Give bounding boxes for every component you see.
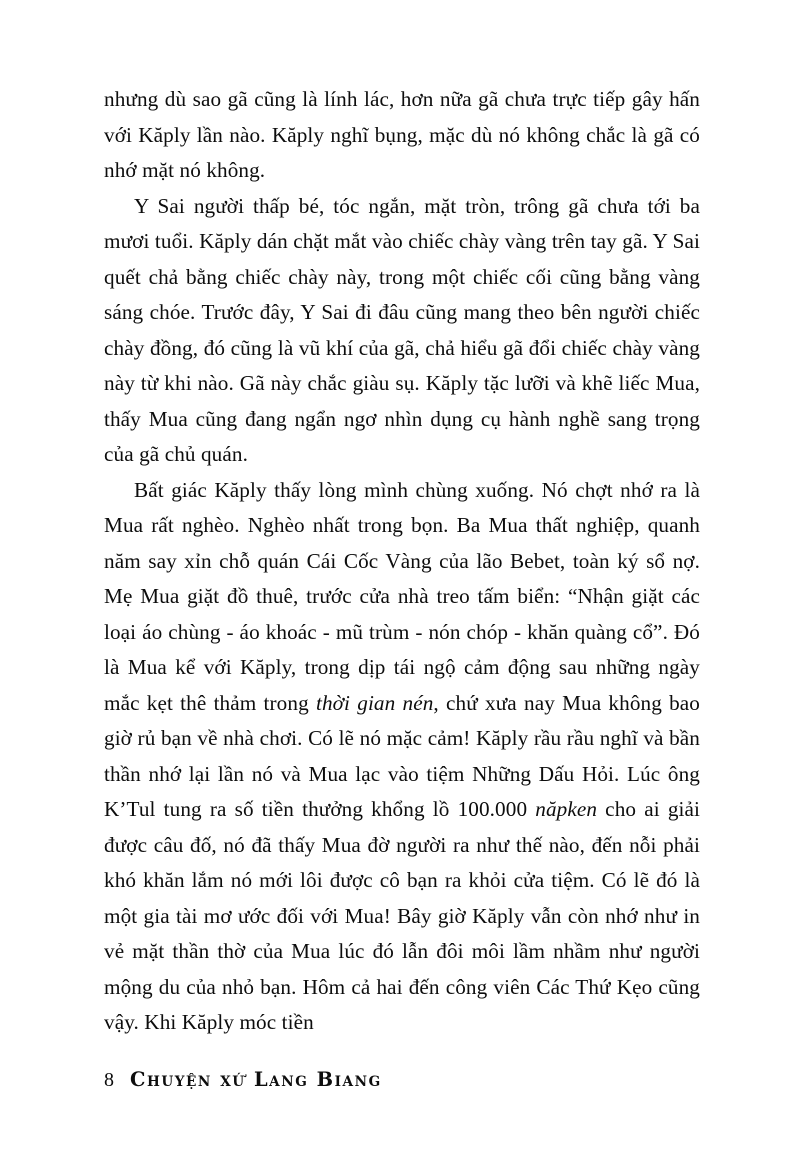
page-footer (104, 1067, 700, 1092)
paragraph: Y Sai người thấp bé, tóc ngắn, mặt tròn, trông gã chưa tới ba mươi tuổi. Kăply dán chặt mắt vào chiếc chày vàng trên tay gã. Y Sai quết chả bằng chiếc chày này, trong một chiếc cối cũng bằng vàng sáng chóe. Trước đây, Y Sai đi đâu cũng mang theo bên người chiếc chày đồng, đó cũng là vũ khí của gã, chả hiểu gã đổi chiếc chày vàng này từ khi nào. Gã này chắc giàu sụ. Kăply tặc lưỡi và khẽ liếc Mua, thấy Mua cũng đang ngẩn ngơ nhìn dụng cụ hành nghề sang trọng của gã chủ quán. (104, 193, 700, 466)
paragraph: nhưng dù sao gã cũng là lính lác, hơn nữa gã chưa trực tiếp gây hấn với Kăply lần nào. Kăply nghĩ bụng, mặc dù nó không chắc là gã có nhớ mặt nó không. (104, 87, 700, 182)
page-number: 8 (104, 1069, 114, 1091)
running-title: Chuyện xứ Lang Biang (130, 1067, 382, 1091)
paragraph: Bất giác Kăply thấy lòng mình chùng xuống. Nó chợt nhớ ra là Mua rất nghèo. Nghèo nhất trong bọn. Ba Mua thất nghiệp, quanh năm say xỉn chỗ quán Cái Cốc Vàng của lão Bebet, toàn ký sổ nợ. Mẹ Mua giặt đồ thuê, trước cửa nhà treo tấm biển: “Nhận giặt các loại áo chùng - áo khoác - mũ trùm - nón chóp - khăn quàng cổ”. Đó là Mua kể với Kăply, trong dịp tái ngộ cảm động sau những ngày mắc kẹt thê thảm trong thời gian nén, chứ xưa nay Mua không bao giờ rủ bạn về nhà chơi. Có lẽ nó mặc cảm! Kăply rầu rầu nghĩ và bần thần nhớ lại lần nó và Mua lạc vào tiệm Những Dấu Hỏi. Lúc ông K’Tul tung ra số tiền thưởng khổng lồ 100.000 năpken cho ai giải được câu đố, nó đã thấy Mua đờ người ra như thế nào, đến nỗi phải khó khăn lắm nó mới lôi được cô bạn ra khỏi cửa tiệm. Có lẽ đó là một gia tài mơ ước đối với Mua! Bây giờ Kăply vẫn còn nhớ như in vẻ mặt thần thờ của Mua lúc đó lẫn đôi môi lầm nhầm như người mộng du của nhỏ bạn. Hôm cả hai đến công viên Các Thứ Kẹo cũng vậy. Khi Kăply móc tiền (104, 477, 700, 1034)
page-text-body (104, 82, 700, 1041)
